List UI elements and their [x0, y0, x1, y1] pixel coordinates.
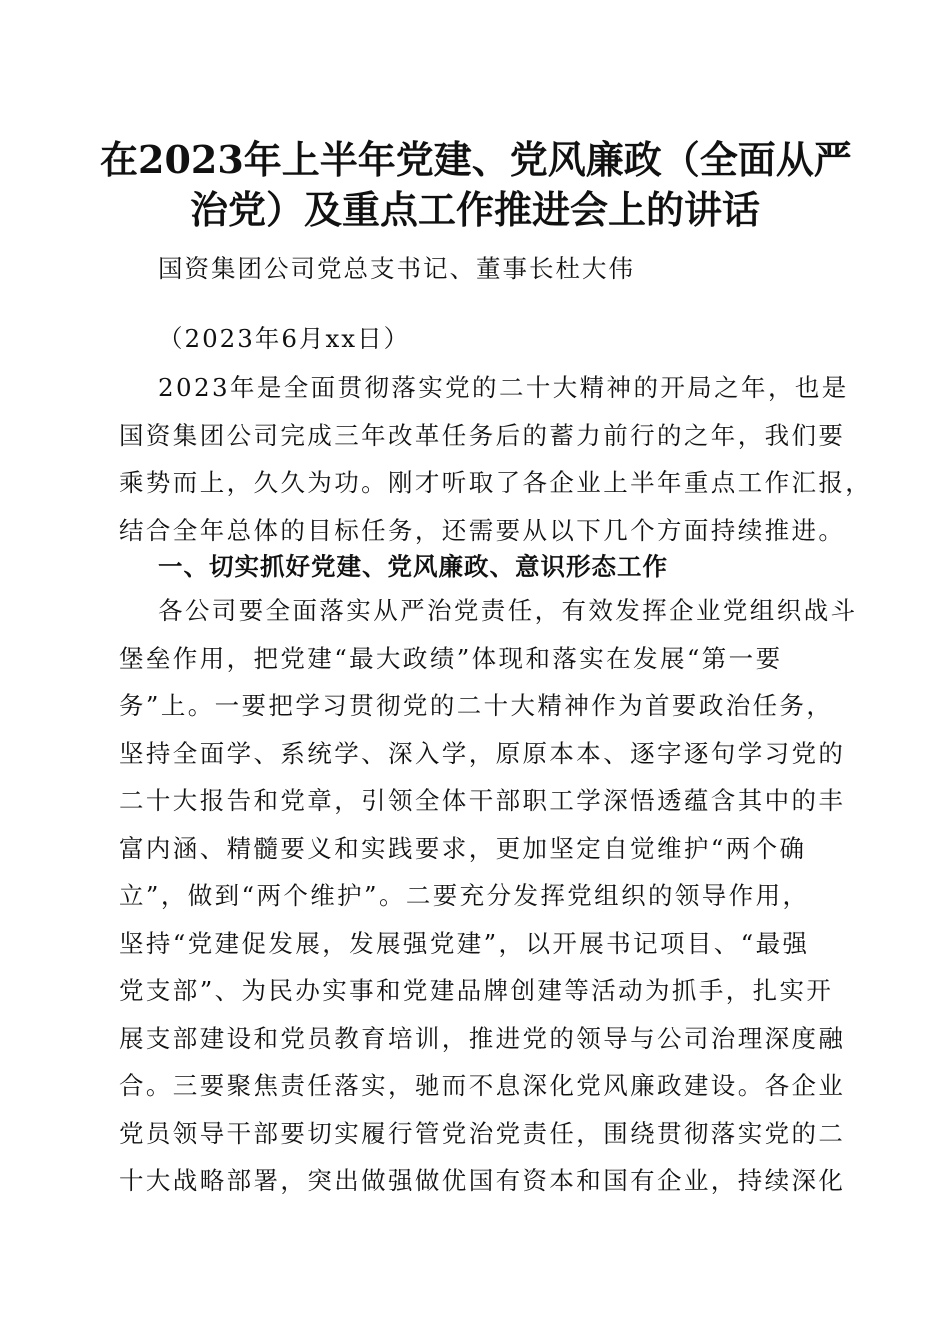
paragraph-line: 务”上。一要把学习贯彻党的二十大精神作为首要政治任务，	[119, 691, 834, 720]
author-line: 国资集团公司党总支书记、董事长杜大伟	[158, 254, 635, 283]
paragraph-line: 党员领导干部要切实履行管党治党责任，围绕贯彻落实党的二	[119, 1118, 846, 1148]
title-line-1: 在2023年上半年党建、党风廉政（全面从严	[100, 137, 852, 182]
section-heading-1: 一、切实抓好党建、党风廉政、意识形态工作	[158, 552, 668, 581]
paragraph-line: 党支部”、为民办实事和党建品牌创建等活动为抓手，扎实开	[119, 976, 834, 1005]
paragraph-line: 立”，做到“两个维护”。二要充分发挥党组织的领导作用，	[119, 881, 810, 910]
paragraph-line: 十大战略部署，突出做强做优国有资本和国有企业，持续深化	[119, 1166, 846, 1195]
paragraph-line: 坚持“党建促发展，发展强党建”，以开展书记项目、“最强	[119, 928, 810, 958]
paragraph-line: 国资集团公司完成三年改革任务后的蓄力前行的之年，我们要	[119, 420, 846, 450]
paragraph-line: 合。三要聚焦责任落实，驰而不息深化党风廉政建设。各企业	[119, 1071, 846, 1100]
paragraph-line: 展支部建设和党员教育培训，推进党的领导与公司治理深度融	[119, 1023, 846, 1053]
paragraph-line: 坚持全面学、系统学、深入学，原原本本、逐字逐句学习党的	[119, 738, 846, 768]
title-line-2: 治党）及重点工作推进会上的讲话	[189, 187, 760, 232]
paragraph-line: 各公司要全面落实从严治党责任，有效发挥企业党组织战斗	[158, 596, 858, 625]
paragraph-line: 堡垒作用，把党建“最大政绩”体现和落实在发展“第一要	[119, 643, 783, 673]
paragraph-intro	[119, 364, 873, 554]
paragraph-line: 富内涵、精髓要义和实践要求，更加坚定自觉维护“两个确	[119, 833, 807, 863]
document-title	[100, 135, 850, 235]
paragraph-line: 2023年是全面贯彻落实党的二十大精神的开局之年，也是	[158, 373, 849, 402]
paragraph-section-1	[119, 587, 859, 1205]
paragraph-line: 结合全年总体的目标任务，还需要从以下几个方面持续推进。	[119, 515, 846, 545]
paragraph-line: 乘势而上，久久为功。刚才听取了各企业上半年重点工作汇报，	[119, 468, 873, 497]
date-line: （2023年6月xx日）	[158, 324, 411, 353]
paragraph-line: 二十大报告和党章，引领全体干部职工学深悟透蕴含其中的丰	[119, 786, 846, 815]
